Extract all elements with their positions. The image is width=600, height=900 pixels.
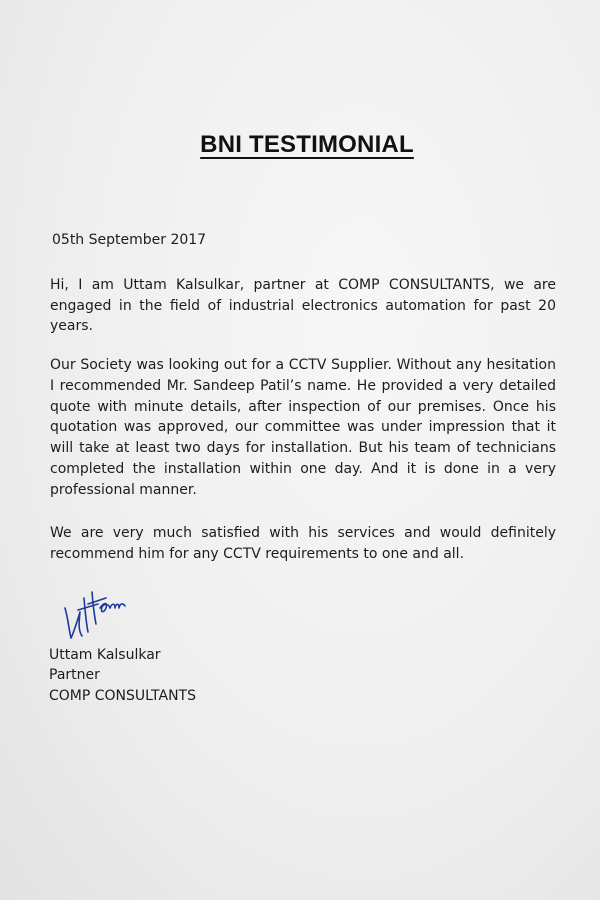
signatory-role: Partner: [49, 667, 100, 683]
closing-paragraph: We are very much satisfied with his services and would definitely recommend him for any CCTV requirements to one and all.: [50, 525, 556, 562]
intro-paragraph: Hi, I am Uttam Kalsulkar, partner at COMP CONSULTANTS, we are engaged in the field of industrial electronics automation for past 20 years.: [50, 277, 556, 334]
handwritten-signature: [60, 582, 130, 644]
document-title: BNI TESTIMONIAL: [200, 131, 414, 158]
document-date: 05th September 2017: [52, 232, 207, 248]
recommendation-paragraph: Our Society was looking out for a CCTV Supplier. Without any hesitation I recommended Mr. Sandeep Patil’s name. He provided a very detailed quote with minute details, after inspection of our premises. Once his quotation was approved, our committee was under impression that it will take at least two days for installation. But his team of technicians completed the installation within one day. And it is done in a very professional manner.: [50, 357, 556, 498]
signatory-company: COMP CONSULTANTS: [49, 688, 196, 704]
signatory-name: Uttam Kalsulkar: [49, 647, 161, 663]
